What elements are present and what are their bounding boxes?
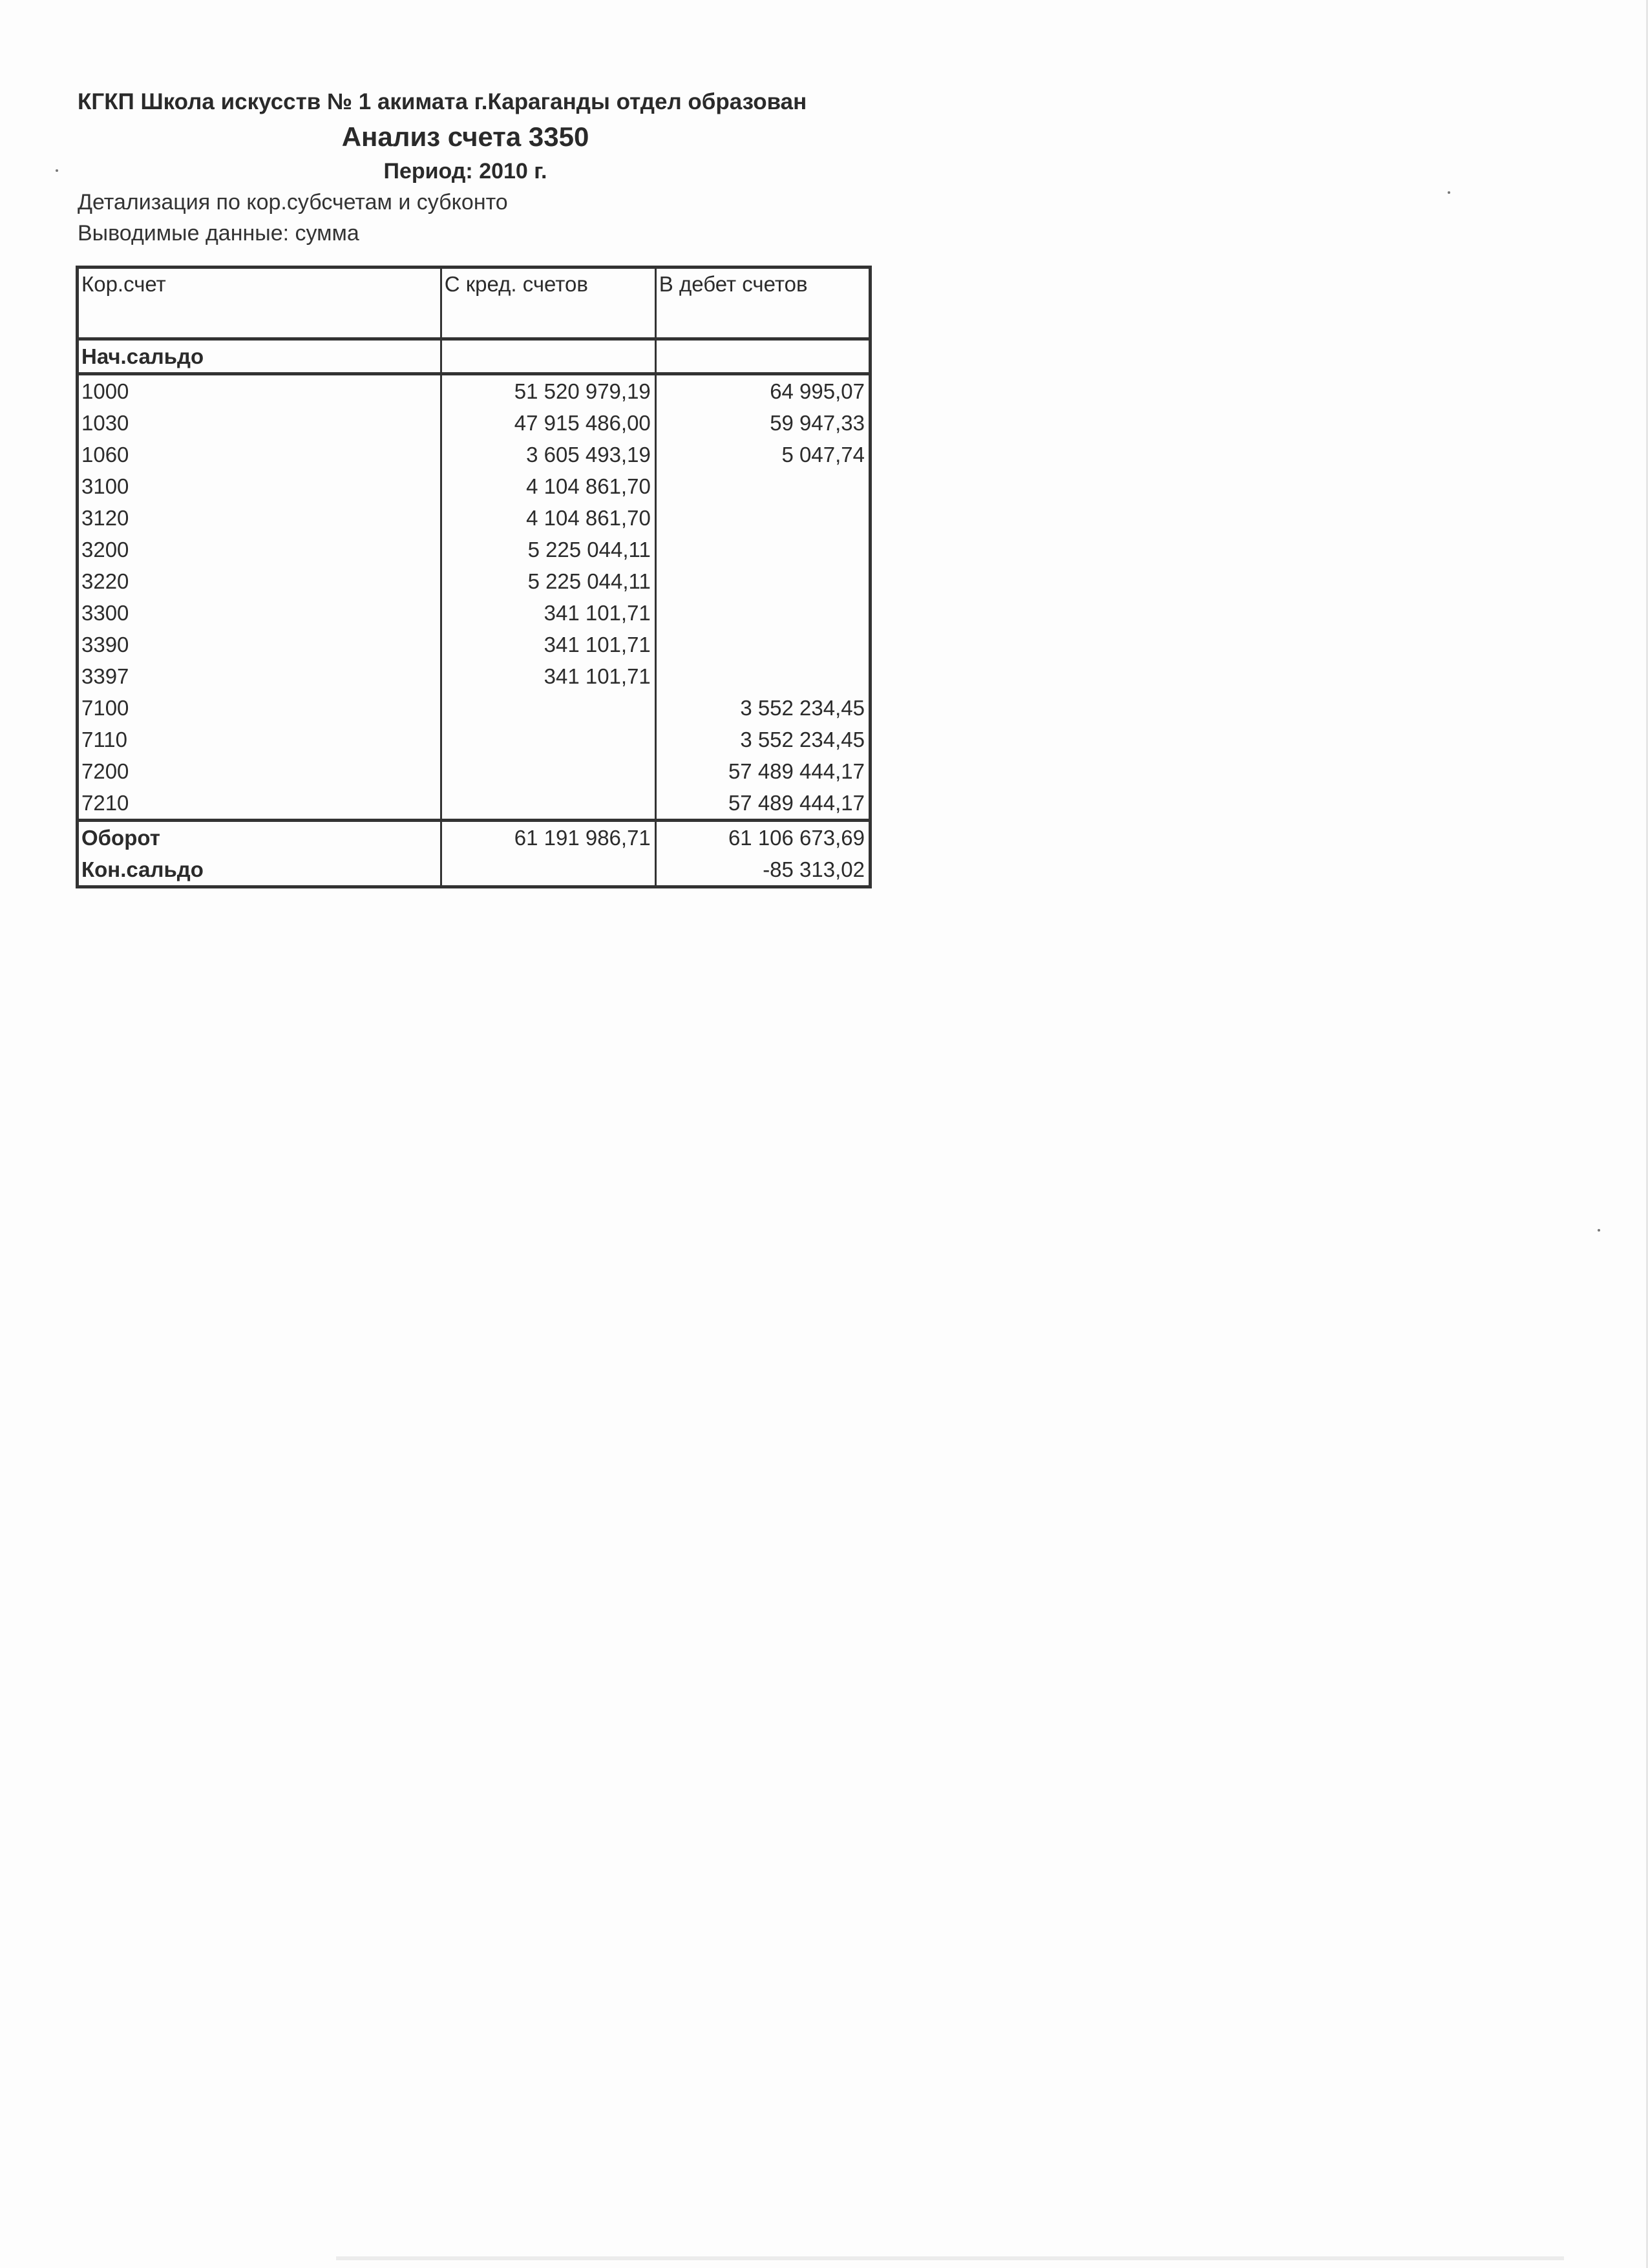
credit-cell: 341 101,71 [441,660,655,692]
debit-cell [655,565,870,597]
account-cell: 3100 [78,470,441,502]
turnover-credit: 61 191 986,71 [441,821,655,854]
account-cell: 3390 [78,629,441,660]
account-cell: 7200 [78,755,441,787]
debit-cell [655,534,870,565]
account-cell: 7110 [78,724,441,755]
closing-balance-debit: -85 313,02 [655,854,870,887]
debit-cell [655,470,870,502]
opening-balance-credit [441,339,655,374]
table-row [78,534,871,565]
report-output: Выводимые данные: сумма [78,221,359,246]
column-header-account: Кор.счет [78,268,441,339]
debit-cell [655,597,870,629]
debit-cell: 57 489 444,17 [655,787,870,821]
account-cell: 1030 [78,407,441,439]
credit-cell: 341 101,71 [441,629,655,660]
table-row [78,470,871,502]
closing-balance-row [78,854,871,887]
account-cell: 3397 [78,660,441,692]
organization-name: КГКП Школа искусств № 1 акимата г.Караганды отдел образован [78,89,807,114]
report-detail: Детализация по кор.субсчетам и субконто [78,190,508,215]
table-row [78,755,871,787]
table-row [78,565,871,597]
credit-cell: 5 225 044,11 [441,534,655,565]
credit-cell: 51 520 979,19 [441,374,655,408]
debit-cell: 3 552 234,45 [655,724,870,755]
account-cell: 3200 [78,534,441,565]
table-row [78,502,871,534]
table-row [78,629,871,660]
credit-cell: 3 605 493,19 [441,439,655,470]
table-row [78,724,871,755]
debit-cell: 57 489 444,17 [655,755,870,787]
debit-cell [655,660,870,692]
account-cell: 7210 [78,787,441,821]
table-row [78,660,871,692]
account-cell: 3300 [78,597,441,629]
column-header-debit: В дебет счетов [655,268,870,339]
column-header-credit: С кред. счетов [441,268,655,339]
scan-speck [1598,1229,1600,1232]
credit-cell: 47 915 486,00 [441,407,655,439]
account-cell: 1000 [78,374,441,408]
opening-balance-debit [655,339,870,374]
credit-cell: 5 225 044,11 [441,565,655,597]
account-analysis-table [76,266,872,888]
turnover-row [78,821,871,854]
report-title: Анализ счета 3350 [341,121,589,152]
table-row [78,787,871,821]
opening-balance-label: Нач.сальдо [78,339,441,374]
account-cell: 1060 [78,439,441,470]
credit-cell [441,755,655,787]
turnover-label: Оборот [78,821,441,854]
table-row [78,439,871,470]
scan-speck [1448,191,1450,194]
debit-cell: 5 047,74 [655,439,870,470]
table-row [78,374,871,408]
credit-cell [441,692,655,724]
opening-balance-row [78,339,871,374]
debit-cell: 59 947,33 [655,407,870,439]
credit-cell [441,787,655,821]
credit-cell: 4 104 861,70 [441,470,655,502]
credit-cell [441,724,655,755]
account-cell: 3220 [78,565,441,597]
table-row [78,692,871,724]
scan-speck [56,169,58,172]
table-row [78,597,871,629]
debit-cell: 64 995,07 [655,374,870,408]
table-row [78,407,871,439]
account-cell: 3120 [78,502,441,534]
account-cell: 7100 [78,692,441,724]
closing-balance-label: Кон.сальдо [78,854,441,887]
scan-bottom-shadow [336,2256,1564,2260]
closing-balance-credit [441,854,655,887]
turnover-debit: 61 106 673,69 [655,821,870,854]
debit-cell [655,629,870,660]
table-header-row [78,268,871,339]
debit-cell: 3 552 234,45 [655,692,870,724]
credit-cell: 4 104 861,70 [441,502,655,534]
credit-cell: 341 101,71 [441,597,655,629]
report-period: Период: 2010 г. [383,159,547,184]
debit-cell [655,502,870,534]
